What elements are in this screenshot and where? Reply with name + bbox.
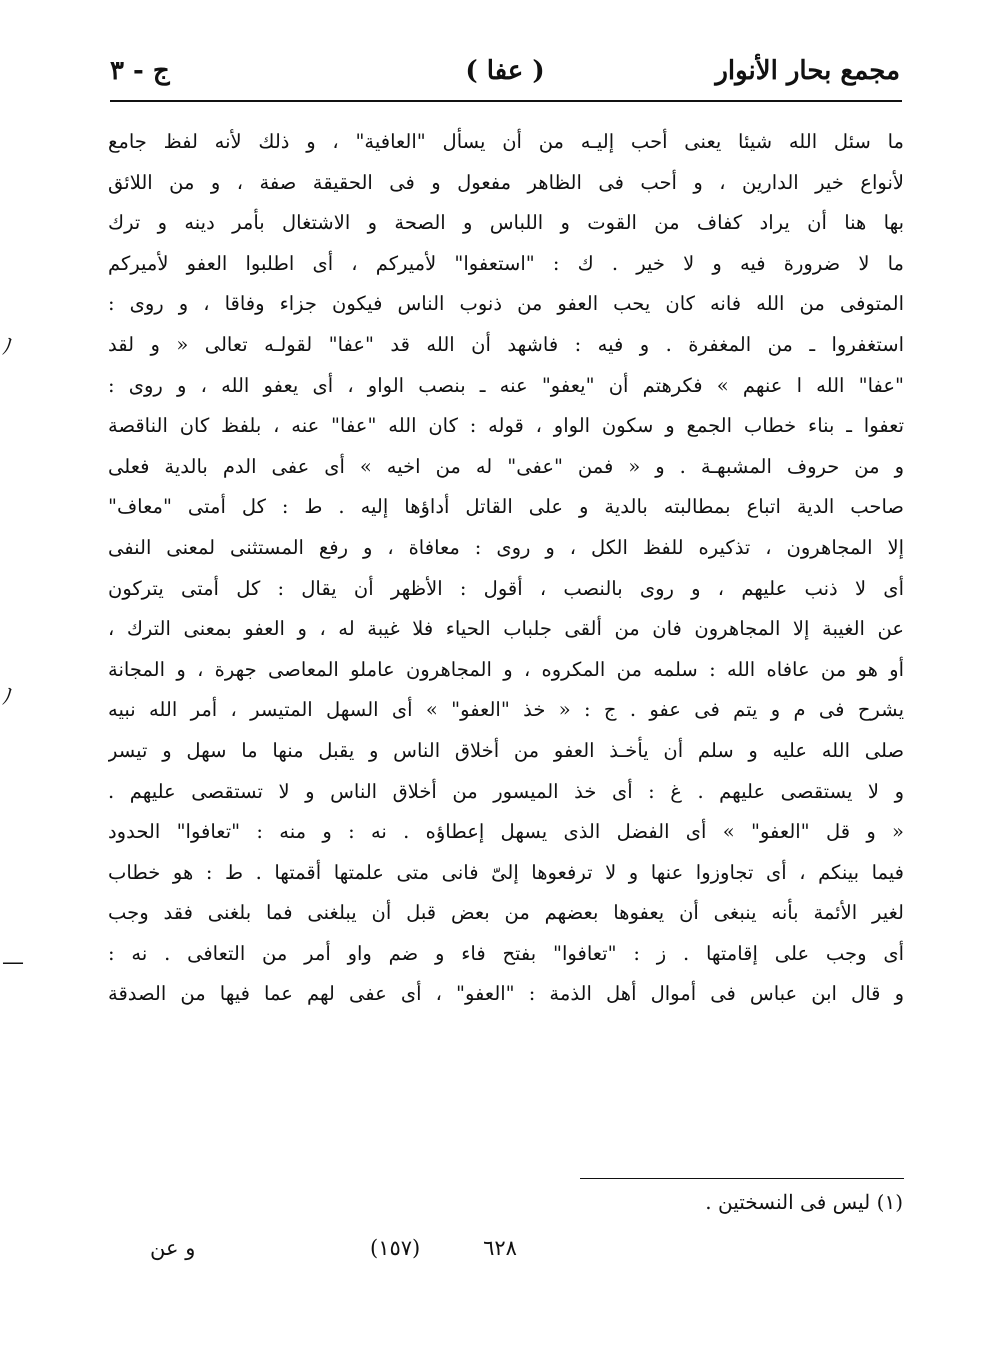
text-line: و قال ابن عباس فى أموال أهل الذمة : "العفو" ، أى عفى لهم عما فيها من الصدقة (108, 982, 904, 1006)
page-footer (100, 1236, 900, 1276)
footnote-rule (580, 1178, 904, 1179)
text-line: و لا يستقصى عليهم . غ : أى خذ الميسور من أخلاق الناس و لا تستقصى عليهم . (108, 779, 904, 803)
text-line: أى وجب على إقامتها . ز : "تعافوا" بفتح فاء و ضم واو أمر من التعافى . نه : (108, 941, 904, 965)
page-header (110, 56, 900, 96)
text-line: ما لا ضرورة فيه و لا خير . ك : "استعفوا" لأميركم ، أى اطلبوا العفو لأميركم (108, 251, 904, 275)
text-line: أى لا ذنب عليهم ، و روى بالنصب ، أقول : الأظهر أن يقال : كل أمتى يتركون (108, 576, 904, 600)
volume-number: ج - ٣ (110, 56, 170, 86)
text-line: صلى الله عليه و سلم أن يأخـذ العفو من أخلاق الناس و يقبل منها ما سهل و تيسر (108, 738, 904, 762)
text-line: المتوفى من الله فانه كان يحب العفو من ذنوب الناس فيكون جزاء وفاقا ، و روى : (108, 292, 904, 316)
text-line: إلا المجاهرون ، تذكيره للفظ الكل ، و روى : معافاة ، و رفع المستثنى لمعنى النفى (108, 535, 904, 559)
text-line: صاحب الدية اتباع بمطالبته بالدية و على القاتل أداؤها إليه . ط : كل أمتى "معاف" (108, 495, 904, 519)
header-rule (110, 100, 902, 102)
text-line: تعفوا ـ بناء خطاب الجمع و سكون الواو ، قوله : كان الله "عفا" عنه ، بلفظ كان الناقصة (108, 414, 904, 438)
page-number: ٦٢٨ (483, 1236, 517, 1260)
text-line: بها هنا أن يراد كفاف من القوت و اللباس و الصحة و الاشتغال بأمر دينه و ترك (108, 211, 904, 235)
entry-heading: ( عفا ) (465, 56, 545, 86)
text-line: "عفا" الله ا عنهم » فكرهتم أن "يعفو" عنه ـ بنصب الواو ، أى يعفو الله ، و روى : (108, 373, 904, 397)
body-text (108, 122, 904, 1015)
footnote: (١) ليس فى النسختين . (705, 1190, 903, 1214)
text-line: فيما بينكم ، أى تجاوزوا عنها و لا ترفعوها إلىّ فانى متى علمتها أقمتها . ط : هو خطاب (108, 860, 904, 884)
text-line: أو هو من عافاه الله : سلمه من المكروه ، و المجاهرون عاملو المعاصى جهرة ، و المجانة (108, 657, 904, 681)
text-line: لأنواع خير الدارين ، و أحب فى الظاهر مفعول و فى الحقيقة صفة ، و من اللائق (108, 170, 904, 194)
text-line: ما سئل الله شيئا يعنى أحب إليـه من أن يسأل "العافية" ، و ذلك لأنه لفظ جامع (108, 130, 904, 153)
signature-mark: (١٥٧) (370, 1236, 421, 1260)
margin-mark: ﾉ (2, 335, 14, 360)
text-line: استغفروا ـ من المغفرة . و فيه : فاشهد أن الله قد "عفا" لقولـه تعالى « و لقد (108, 332, 904, 356)
text-line: « و قل "العفو" » أى الفضل الذى يسهل إعطاؤه . نه : و منه : "تعافوا" الحدود (108, 820, 904, 844)
text-line: عن الغيبة إلا المجاهرون فان من ألقى جلباب الحياء فلا غيبة له ، و العفو بمعنى الترك ، (108, 617, 904, 641)
catchword: و عن (150, 1236, 196, 1260)
book-title: مجمع بحار الأنوار (715, 56, 900, 86)
text-line: يشرح فى م و يتم فى عفو . ج : « خذ "العفو" » أى السهل المتيسر ، أمر الله نبيه (108, 698, 904, 722)
margin-mark: ﾉ (2, 685, 14, 710)
text-line: لغير الأئمة بأنه ينبغى أن يعفوها بعضهم من بعض قبل أن يبلغنى فما بلغنى فقد وجب (108, 901, 904, 925)
margin-mark: — (2, 950, 24, 975)
text-line: و من حروف المشبهـة . و « فمن "عفى" له من اخيه » أى عفى الدم بالدية فعلى (108, 454, 904, 478)
